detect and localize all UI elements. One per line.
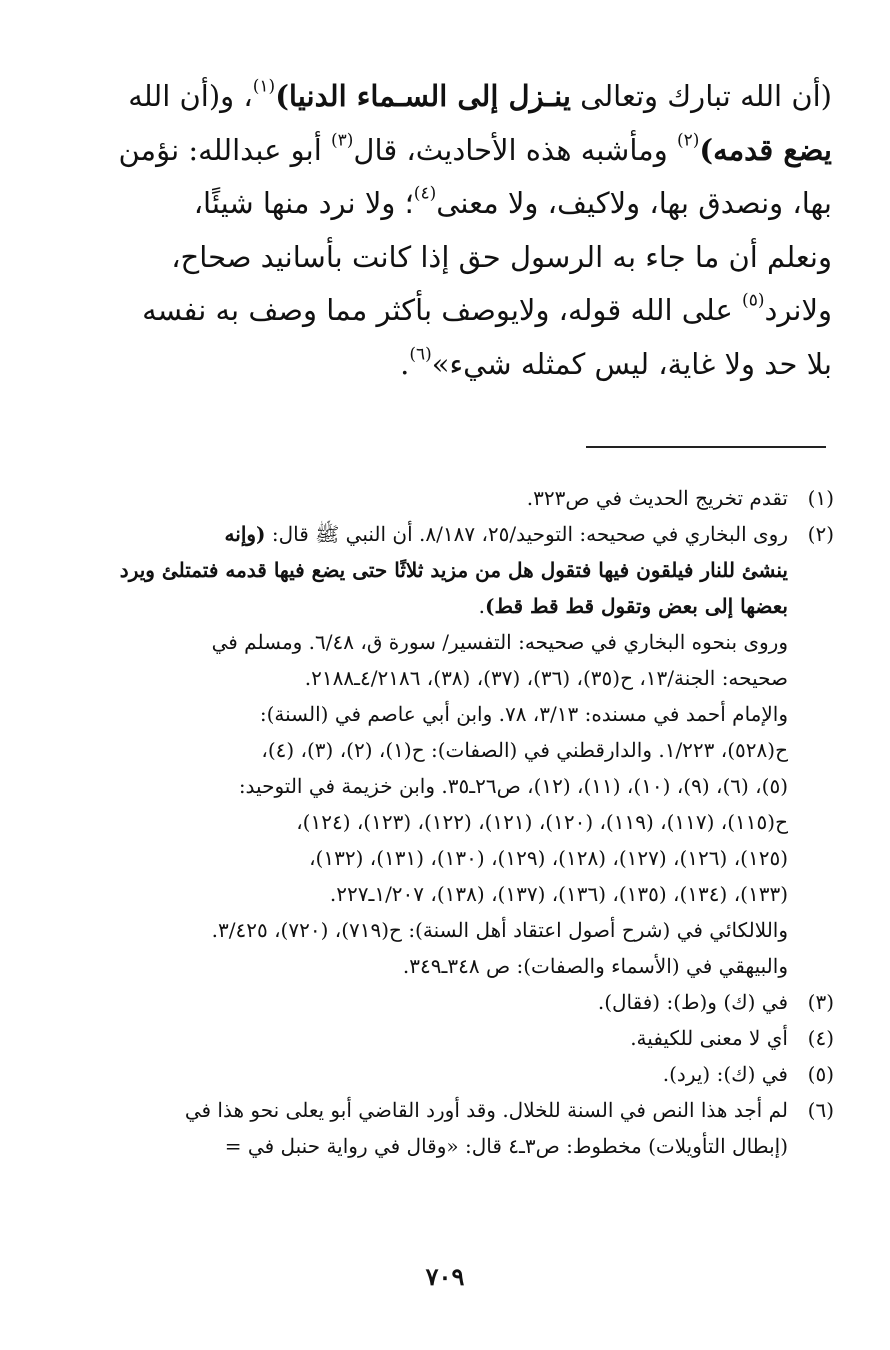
text-run: ، و(أن الله (128, 79, 253, 113)
text-line (118, 124, 832, 178)
footnote-body (158, 1020, 788, 1056)
footnote-line (158, 840, 788, 876)
footnote-body (158, 1092, 788, 1164)
text-run: (أن الله تبارك وتعالى (570, 79, 832, 113)
footnote-body (158, 1056, 788, 1092)
page-number: ٧٠٩ (425, 1262, 465, 1291)
text-run: ومأشبه هذه الأحاديث، قال (353, 132, 677, 167)
text-run: (٥)، (٦)، (٩)، (١٠)، (١١)، (١٢)، ص٢٦ـ٣٥. وابن خزيمة في التوحيد: (238, 774, 788, 798)
footnote-ref: (٥) (742, 290, 765, 311)
footnote-line (158, 768, 788, 804)
footnote-body (158, 984, 788, 1020)
footnote-line (158, 912, 788, 948)
footnote-number: (٤) (807, 1026, 834, 1050)
footnote-number: (٢) (807, 522, 834, 546)
text-run: بلا حد ولا غاية، ليس كمثله شيء» (431, 346, 832, 381)
footnote-ref: (٦) (409, 344, 432, 365)
footnote-continuation (158, 624, 788, 984)
bold-text: (وإنه (224, 522, 266, 546)
footnote-ref: (١) (252, 76, 276, 97)
text-run: ؛ ولا نرد منها شيئًا، (193, 186, 414, 220)
footnote (158, 1020, 834, 1056)
bold-text: يضع قدمه) (699, 132, 832, 167)
text-line (160, 338, 832, 392)
footnote-line (120, 552, 788, 588)
text-run: ونعلم أن ما جاء به الرسول حق إذا كانت بأسانيد صحاح، (171, 239, 832, 274)
text-run: في (ك): (يرد). (662, 1062, 788, 1086)
footnote-line (158, 948, 788, 984)
footnote-line (158, 1092, 788, 1128)
text-line (128, 70, 832, 124)
footnote-body (120, 516, 788, 624)
footnote-line (158, 876, 788, 912)
footnote-line (158, 1020, 788, 1056)
footnote-line (120, 516, 788, 552)
footnote-ref: (٣) (331, 130, 354, 151)
footnote-line (158, 696, 788, 732)
footnote-separator (586, 446, 826, 448)
footnote-body (158, 480, 788, 516)
text-run: أي لا معنى للكيفية. (630, 1026, 788, 1050)
text-run: ح(٥٢٨)، ١/٢٢٣. والدارقطني في (الصفات): ح(١)، (٢)، (٣)، (٤)، (261, 738, 788, 762)
text-line (160, 231, 832, 285)
main-paragraph (118, 70, 832, 391)
footnote (158, 984, 834, 1020)
text-run: في (ك) و(ط): (فقال). (597, 990, 788, 1014)
text-run: ولانرد (764, 293, 832, 327)
footnotes-section (119, 480, 834, 1164)
footnote-line (158, 984, 788, 1020)
footnote-line (158, 732, 788, 768)
footnote-line (158, 624, 788, 660)
footnote (119, 516, 834, 624)
text-run: والبيهقي في (الأسماء والصفات): ص ٣٤٨ـ٣٤٩. (402, 954, 788, 978)
footnote (158, 1092, 834, 1164)
text-run: وروى بنحوه البخاري في صحيحه: التفسير/ سورة ق، ٦/٤٨. ومسلم في (211, 630, 788, 654)
footnote-line (158, 1128, 788, 1164)
bold-text: بعضها إلى بعض وتقول قط قط قط) (485, 594, 788, 618)
footnote-ref: (٢) (676, 130, 700, 151)
footnote-number: (٣) (807, 990, 834, 1014)
text-run: بها، ونصدق بها، ولاكيف، ولا معنى (436, 186, 832, 220)
text-line (160, 177, 832, 231)
footnote (158, 480, 834, 516)
footnote-number: (١) (807, 486, 834, 510)
text-run: صحيحه: الجنة/١٣، ح(٣٥)، (٣٦)، (٣٧)، (٣٨)، ٤/٢١٨٦ـ٢١٨٨. (304, 666, 788, 690)
text-run: (إبطال التأويلات) مخطوط: ص٣ـ٤ قال: «وقال في رواية حنبل في = (224, 1134, 788, 1158)
text-line (142, 284, 832, 338)
footnote-number: (٦) (807, 1098, 834, 1122)
text-run: واللالكائي في (شرح أصول اعتقاد أهل السنة): ح(٧١٩)، (٧٢٠)، ٣/٤٢٥. (211, 918, 788, 942)
footnote-line (120, 588, 788, 624)
text-run: على الله قوله، ولايوصف بأكثر مما وصف به نفسه (142, 293, 743, 327)
text-run: تقدم تخريج الحديث في ص٣٢٣. (526, 486, 788, 510)
text-run: والإمام أحمد في مسنده: ٣/١٣، ٧٨. وابن أبي عاصم في (السنة): (259, 702, 788, 726)
text-run: أبو عبدالله: نؤمن (118, 132, 331, 167)
text-run: (١٣٣)، (١٣٤)، (١٣٥)، (١٣٦)، (١٣٧)، (١٣٨)، ١/٢٠٧ـ٢٢٧. (329, 882, 788, 906)
text-run: لم أجد هذا النص في السنة للخلال. وقد أورد القاضي أبو يعلى نحو هذا في (184, 1098, 788, 1122)
text-run: . (478, 594, 485, 618)
bold-text: ينـزل إلى السـماء الدنيا) (275, 79, 571, 113)
footnote-line (158, 804, 788, 840)
bold-text: ينشئ للنار فيلقون فيها فتقول هل من مزيد ثلاثًا حتى يضع فيها قدمه فتمتلئ ويرد (119, 558, 788, 582)
footnote-line (158, 1056, 788, 1092)
text-run: روى البخاري في صحيحه: التوحيد/٢٥، ٨/١٨٧. أن النبي ﷺ قال: (265, 522, 788, 546)
footnote-line (158, 660, 788, 696)
text-run: ح(١١٥)، (١١٧)، (١١٩)، (١٢٠)، (١٢١)، (١٢٢)، (١٢٣)، (١٢٤)، (296, 810, 788, 834)
footnote (158, 1056, 834, 1092)
footnote-ref: (٤) (413, 183, 437, 204)
text-run: (١٢٥)، (١٢٦)، (١٢٧)، (١٢٨)، (١٢٩)، (١٣٠)، (١٣١)، (١٣٢)، (309, 846, 788, 870)
text-run: . (400, 346, 410, 381)
footnote-line (158, 480, 788, 516)
footnote-number: (٥) (807, 1062, 834, 1086)
